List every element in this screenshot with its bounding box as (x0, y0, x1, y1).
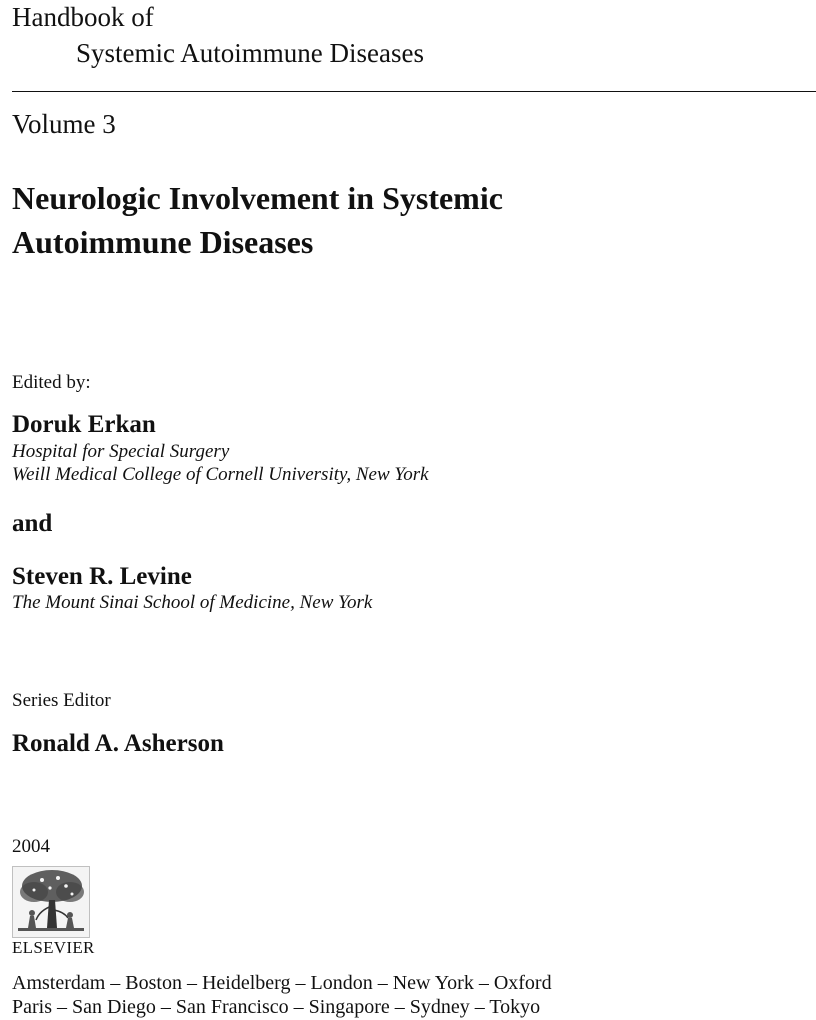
and-conjunction: and (12, 510, 53, 537)
series-editor-label: Series Editor (12, 690, 111, 711)
book-title-line1: Neurologic Involvement in Systemic (12, 180, 503, 216)
editor-name: Steven R. Levine (12, 563, 192, 590)
editor-affiliation: The Mount Sinai School of Medicine, New York (12, 592, 373, 613)
series-title-line2: Systemic Autoimmune Diseases (76, 38, 424, 68)
book-title-line2: Autoimmune Diseases (12, 224, 314, 260)
volume-number: Volume 3 (12, 109, 116, 139)
publication-year: 2004 (12, 836, 50, 857)
publisher-name: ELSEVIER (12, 938, 95, 957)
publisher-cities-line1: Amsterdam – Boston – Heidelberg – London – New York – Oxford (12, 972, 552, 994)
header-divider (12, 91, 816, 92)
publisher-cities-line2: Paris – San Diego – San Francisco – Singapore – Sydney – Tokyo (12, 996, 541, 1018)
editor-affiliation: Weill Medical College of Cornell University, New York (12, 464, 429, 485)
series-title-line1: Handbook of (12, 2, 154, 32)
editor-affiliation: Hospital for Special Surgery (12, 441, 230, 462)
series-editor-name: Ronald A. Asherson (12, 730, 224, 757)
elsevier-tree-logo-icon (12, 866, 90, 938)
edited-by-label: Edited by: (12, 372, 91, 393)
editor-name: Doruk Erkan (12, 411, 156, 438)
